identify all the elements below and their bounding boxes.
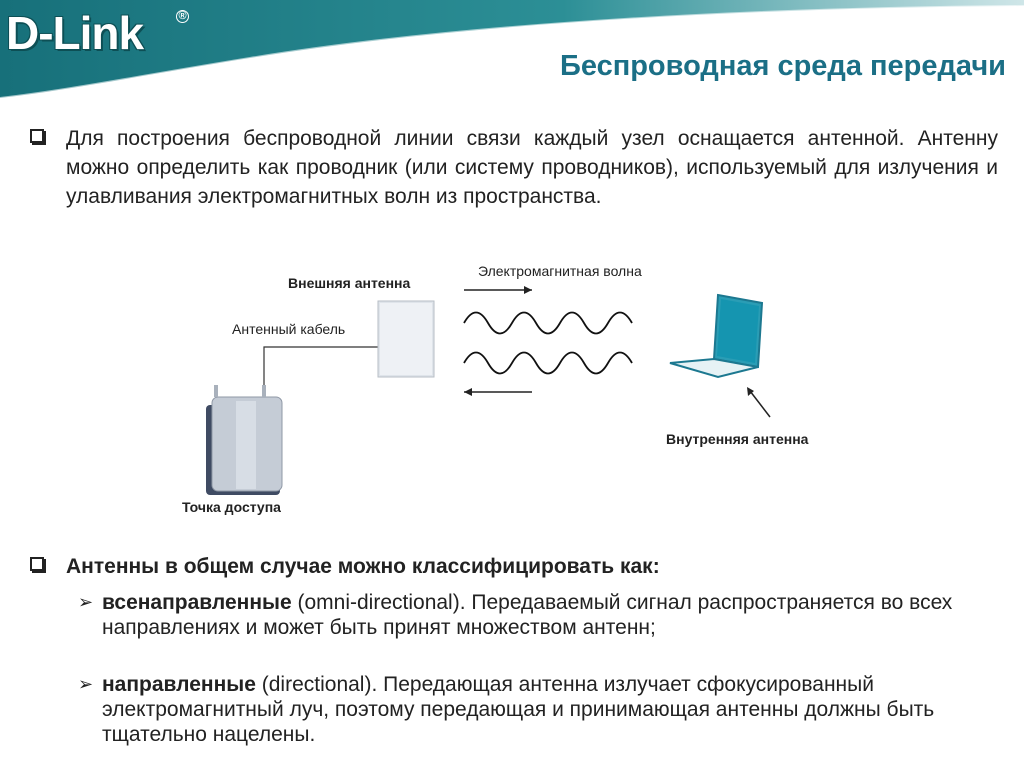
internal-antenna-pointer — [747, 387, 770, 417]
wave-left-arrow — [464, 388, 532, 396]
intro-text: Для построения беспроводной линии связи каждый узел оснащается антенной. Антенну можно определить как проводник (или систему проводников), используемый для излучения и улавливания электромагнитных волн из пространства. — [66, 127, 998, 208]
sub-item-description: (directional). Передающая антенна излучает сфокусированный электромагнитный луч, поэтому передающая и принимающая антенны должны быть тщательно нацелены. — [102, 673, 935, 746]
sub-item-description: (omni-directional). Передаваемый сигнал распространяется во всех направлениях и может быть принят множеством антенн; — [102, 591, 953, 639]
access-point-label: Точка доступа — [182, 499, 281, 515]
sub-item-term: всенаправленные — [102, 591, 292, 614]
antenna-diagram — [170, 255, 870, 535]
laptop-device — [670, 295, 762, 377]
external-antenna-label: Внешняя антенна — [288, 275, 411, 291]
wave-right-arrow — [464, 286, 532, 294]
classify-text: Антенны в общем случае можно классифицировать как: — [66, 555, 660, 578]
external-antenna-panel — [378, 301, 434, 377]
checkbox-bullet-icon — [30, 557, 44, 571]
page-title: Беспроводная среда передачи — [559, 50, 1006, 82]
em-wave-label: Электромагнитная волна — [478, 263, 642, 279]
sub-item-text — [102, 590, 978, 640]
sub-item-directional — [78, 672, 978, 747]
sub-item-term: направленные — [102, 673, 256, 696]
arrow-bullet-icon: ➢ — [78, 674, 94, 694]
access-point-device — [206, 385, 282, 495]
checkbox-bullet-icon — [30, 129, 44, 143]
classify-bullet — [30, 552, 998, 581]
antenna-cable-label: Антенный кабель — [232, 321, 346, 337]
arrow-bullet-icon: ➢ — [78, 592, 94, 612]
lower-wave — [464, 353, 632, 374]
registered-mark: ® — [176, 10, 189, 23]
logo: D-Link — [6, 7, 144, 59]
internal-antenna-label: Внутренняя антенна — [666, 431, 809, 447]
sub-item-omni — [78, 590, 978, 640]
diagram-graphics — [170, 255, 870, 535]
antenna-cable-line — [264, 347, 378, 388]
intro-bullet — [30, 124, 998, 211]
sub-item-text — [102, 672, 978, 747]
upper-wave — [464, 313, 632, 334]
